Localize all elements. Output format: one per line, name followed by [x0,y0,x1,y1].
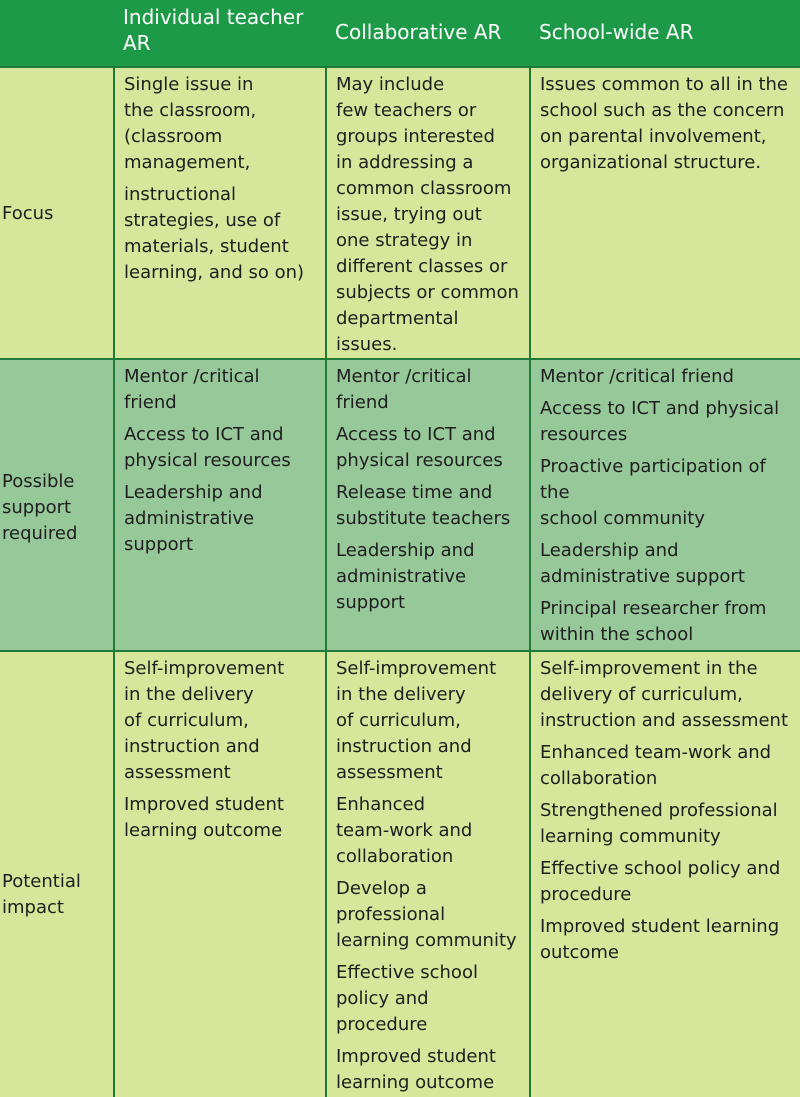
cell-item: May include few teachers or groups interested in addressing a common classroom issue, trying out one strategy in different classes or subjects or common departmental issues. [336,74,519,355]
row-label-support: Possible support required [2,471,78,544]
support-collaborative-cell [325,360,529,650]
cell-item: Access to ICT and physical resources [540,398,780,445]
row-label-focus: Focus [2,203,54,224]
header-collaborative-ar [325,0,529,66]
focus-individual-cell [113,68,325,358]
cell-item: Access to ICT and physical resources [336,424,503,471]
cell-item: Principal researcher from within the school [540,598,767,645]
cell-item: Effective school policy and procedure [540,858,781,905]
cell-item: Single issue in the classroom, (classroom management, [124,74,257,173]
header-individual-label: Individual teacher AR [123,5,304,55]
cell-item: Strengthened professional learning community [540,800,778,847]
row-label-cell-support [0,360,113,650]
row-label-impact: Potential impact [2,871,81,918]
cell-item: Proactive participation of the school community [540,456,766,529]
cell-item: Self-improvement in the delivery of curriculum, instruction and assessment [540,658,789,731]
header-collaborative-label: Collaborative AR [335,20,502,44]
cell-item: Issues common to all in the school such as the concern on parental involvement, organizational structure. [540,74,788,173]
cell-item: Effective school policy and procedure [336,962,478,1035]
support-individual-cell [113,360,325,650]
table-row-impact [0,650,800,1097]
cell-item: Mentor /critical friend [124,366,260,413]
impact-collaborative-cell [325,652,529,1097]
focus-school-cell [529,68,800,358]
cell-item: Enhanced team-work and collaboration [336,794,473,867]
cell-item: Self-improvement in the delivery of curriculum, instruction and assessment [336,658,497,783]
cell-item: Leadership and administrative support [124,482,263,555]
focus-collaborative-cell [325,68,529,358]
table-header-row [0,0,800,66]
table-row-support [0,358,800,650]
cell-item: Enhanced team-work and collaboration [540,742,772,789]
row-label-cell-impact [0,652,113,1097]
cell-item: Access to ICT and physical resources [124,424,291,471]
cell-item: instructional strategies, use of materials, student learning, and so on) [124,184,305,283]
cell-item: Leadership and administrative support [540,540,745,587]
cell-item: Leadership and administrative support [336,540,475,613]
support-school-cell [529,360,800,650]
cell-item: Develop a professional learning community [336,878,517,951]
cell-item: Release time and substitute teachers [336,482,511,529]
cell-item: Improved student learning outcome [540,916,780,963]
cell-item: Improved student learning outcome [336,1046,496,1093]
header-individual-teacher-ar [113,0,325,66]
header-school-wide-ar [529,0,800,66]
header-school-label: School-wide AR [539,20,694,44]
cell-item: Mentor /critical friend [336,366,472,413]
table-row-focus [0,66,800,358]
impact-school-cell [529,652,800,1097]
header-empty-cell [0,0,113,66]
cell-item: Mentor /critical friend [540,366,734,387]
cell-item: Self-improvement in the delivery of curriculum, instruction and assessment [124,658,285,783]
row-label-cell-focus [0,68,113,358]
impact-individual-cell [113,652,325,1097]
cell-item: Improved student learning outcome [124,794,284,841]
